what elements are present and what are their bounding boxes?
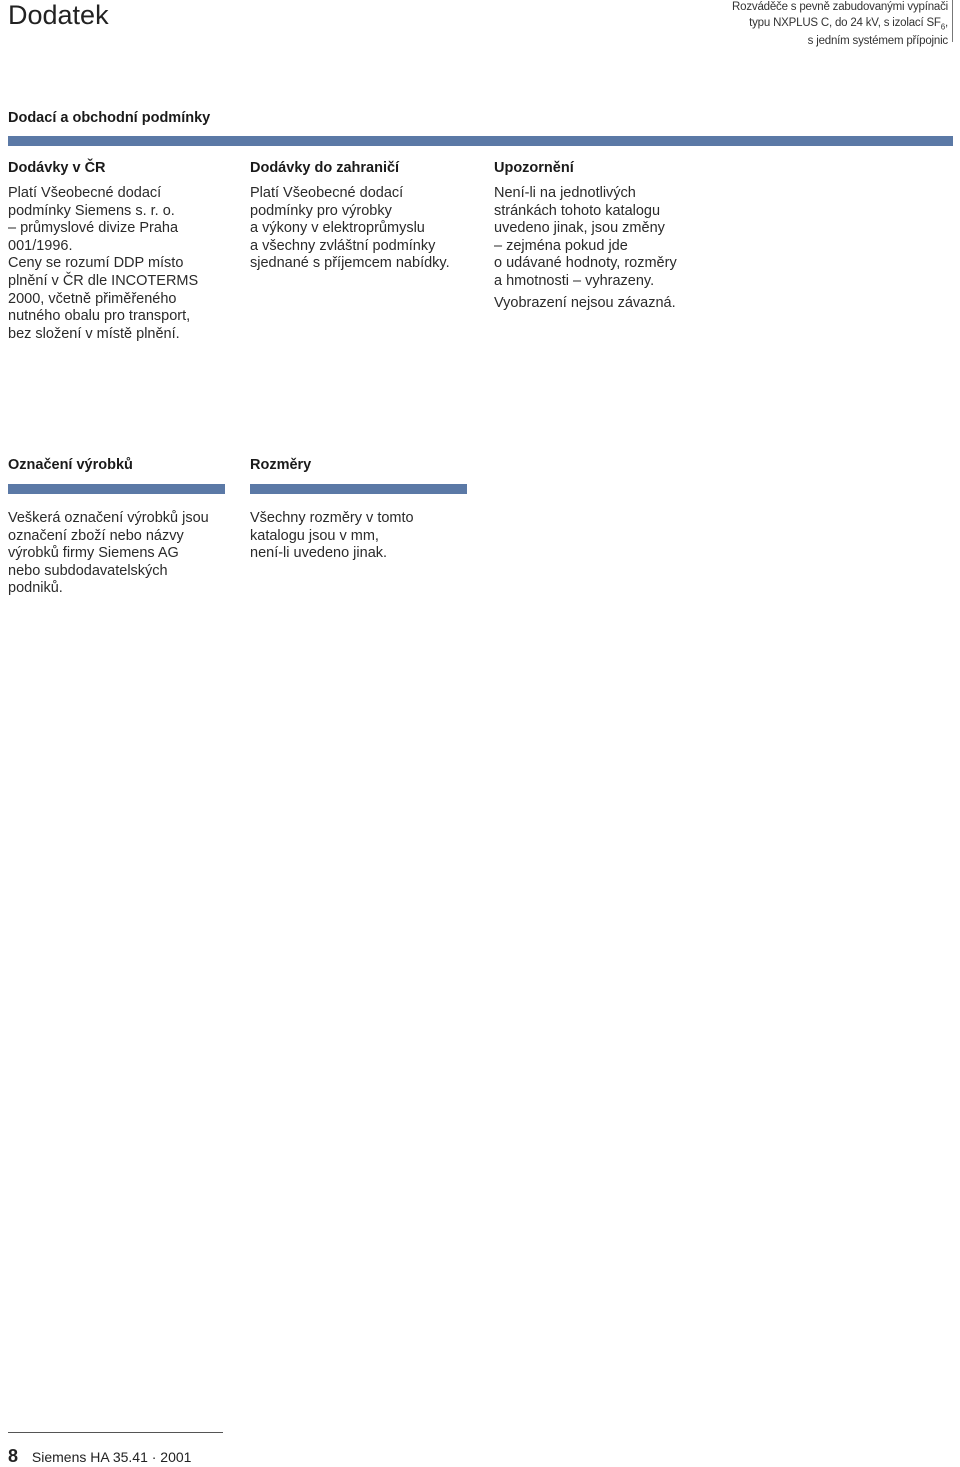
column-text-note: Vyobrazení nejsou závazná. [494,294,676,311]
column-heading: Dodávky v ČR [8,160,106,176]
column-text: Není-li na jednotlivých stránkách tohoto katalogu uvedeno jinak, jsou změny – zejména pokud jde o udávané hodnoty, rozměry a hmotnosti – vyhrazeny. [494,185,677,289]
column-notice [494,159,719,312]
column-heading: Rozměry [250,457,312,473]
column-delivery-cz [8,159,233,343]
catalog-subtitle [688,0,948,50]
column-text: Veškerá označení výrobků jsou označení zboží nebo názvy výrobků firmy Siemens AG nebo subdodavatelských podniků. [8,510,209,597]
section-accent-bar [8,136,953,146]
column-delivery-abroad [250,159,475,273]
subtitle-line-2-end: , [945,16,948,29]
footer-divider [8,1432,223,1433]
page-number: 8 [8,1446,19,1466]
subtitle-line-1: Rozváděče s pevně zabudovanými vypínači [732,1,948,13]
column-dimensions [250,456,475,563]
subtitle-line-2 [688,16,948,35]
column-heading: Dodávky do zahraničí [250,160,400,176]
column-text: Všechny rozměry v tomto katalogu jsou v mm, není-li uvedeno jinak. [250,510,414,562]
page-title: Dodatek [8,0,109,30]
column-product-marking [8,456,233,598]
header-divider [952,0,953,42]
column-text: Platí Všeobecné dodací podmínky pro výrobky a výkony v elektroprůmyslu a všechny zvláštní podmínky sjednané s příjemcem nabídky. [250,185,450,272]
subtitle-line-3: s jedním systémem přípojnic [807,35,948,48]
subtitle-subscript: 6 [940,21,945,31]
column-heading: Upozornění [494,160,574,176]
column-accent-bar [8,484,225,494]
section-heading: Dodací a obchodní podmínky [8,110,211,126]
subtitle-line-2-text: typu NXPLUS C, do 24 kV, s izolací SF [749,16,941,29]
column-accent-bar [250,484,467,494]
catalog-reference: Siemens HA 35.41 · 2001 [31,1449,192,1465]
column-heading: Označení výrobků [8,457,133,473]
column-text: Platí Všeobecné dodací podmínky Siemens s. r. o. – průmyslové divize Praha 001/1996. Ceny se rozumí DDP místo plnění v ČR dle INCOTERMS 2000, včetně přiměřeného nutného obalu pro transport, bez složení v místě plnění. [8,185,199,342]
